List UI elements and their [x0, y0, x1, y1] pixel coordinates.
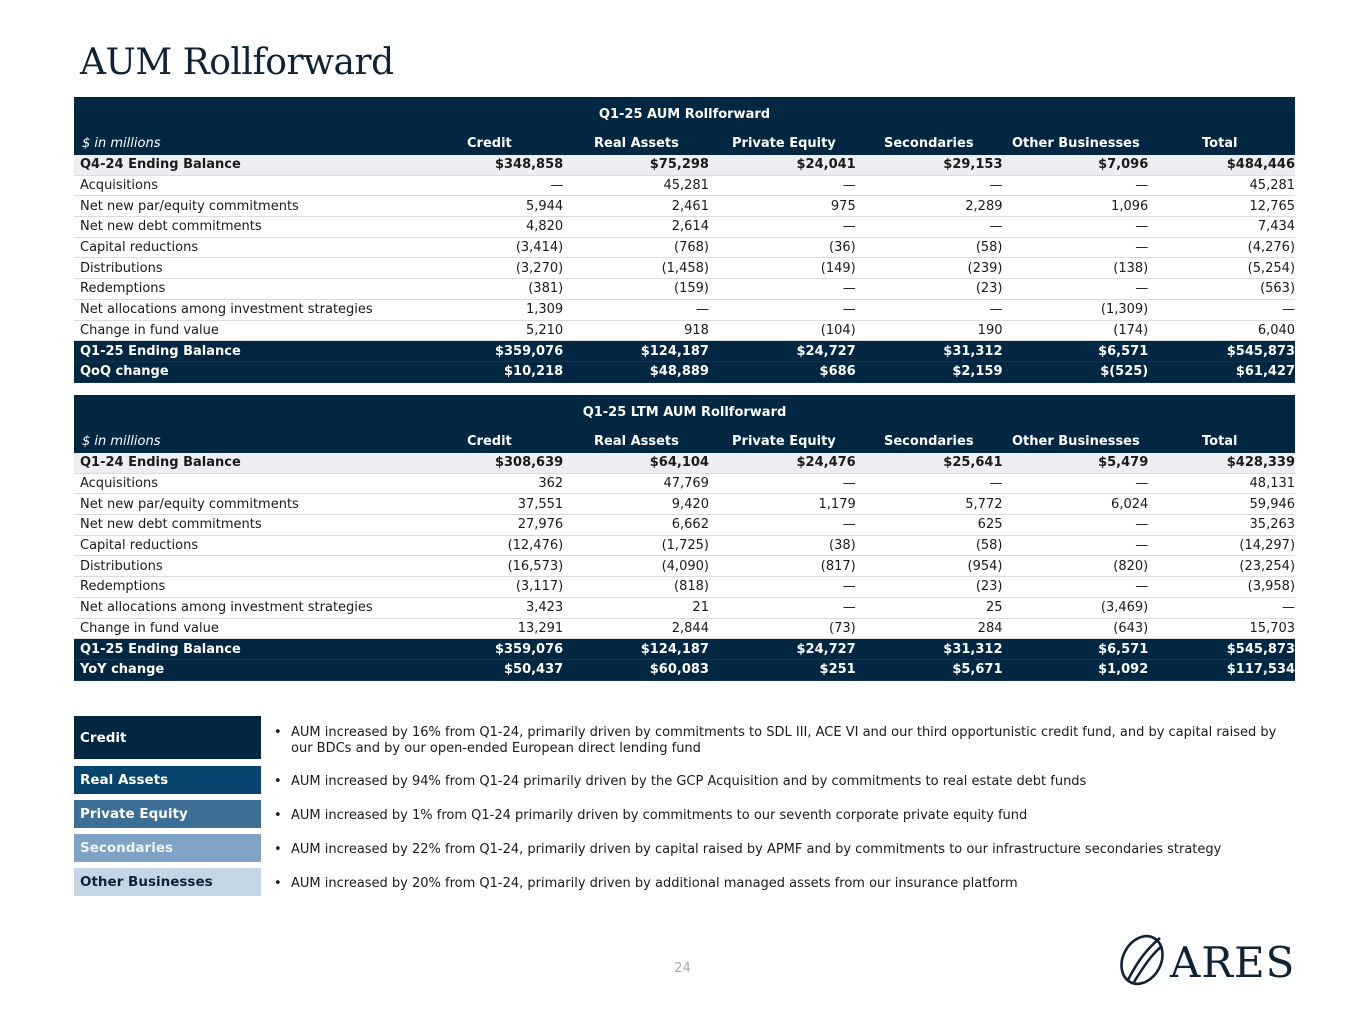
cell-other-businesses: —	[1135, 476, 1149, 492]
cell-secondaries: (58)	[975, 538, 1003, 554]
cell-total: $545,873	[1226, 641, 1296, 657]
table-row	[74, 321, 1295, 342]
cell-private-equity: $251	[819, 662, 856, 678]
row-label: Q1-25 Ending Balance	[80, 343, 241, 359]
cell-secondaries: $2,159	[952, 364, 1003, 380]
row-label: Capital reductions	[80, 538, 199, 554]
cell-secondaries: —	[989, 178, 1003, 194]
cell-private-equity: —	[842, 281, 856, 297]
cell-credit: 5,944	[525, 198, 564, 214]
cell-real-assets: $48,889	[649, 364, 709, 380]
row-label: Change in fund value	[80, 322, 219, 338]
table-row	[74, 196, 1295, 217]
cell-secondaries: —	[989, 302, 1003, 318]
cell-credit: (3,414)	[515, 240, 564, 256]
cell-credit: $50,437	[503, 662, 564, 678]
cell-total: $428,339	[1226, 455, 1296, 471]
cell-other-businesses: —	[1135, 579, 1149, 595]
cell-credit: 13,291	[517, 620, 564, 636]
cell-total: 35,263	[1249, 517, 1296, 533]
page-number: 24	[674, 961, 691, 976]
segment-bullet-other-businesses	[274, 876, 1292, 892]
table-title: Q1-25 LTM AUM Rollforward	[582, 405, 787, 420]
table-row	[74, 577, 1295, 598]
cell-secondaries: 284	[977, 620, 1003, 636]
cell-real-assets: 47,769	[663, 476, 709, 492]
cell-other-businesses: (820)	[1113, 558, 1149, 574]
row-label: Net new par/equity commitments	[80, 198, 299, 214]
cell-secondaries: $29,153	[943, 157, 1003, 173]
row-label: Distributions	[80, 558, 163, 574]
cell-real-assets: (159)	[674, 281, 709, 297]
cell-real-assets: 45,281	[663, 178, 709, 194]
cell-total: 48,131	[1249, 476, 1296, 492]
table-row	[74, 238, 1295, 259]
cell-real-assets: 2,461	[671, 198, 709, 214]
cell-other-businesses: $(525)	[1100, 364, 1149, 380]
row-label: YoY change	[80, 662, 165, 678]
col-header-secondaries: Secondaries	[884, 434, 974, 449]
cell-other-businesses: (174)	[1113, 322, 1149, 338]
cell-total: $484,446	[1226, 157, 1296, 173]
cell-total: (4,276)	[1247, 240, 1296, 256]
cell-real-assets: (1,725)	[661, 538, 709, 554]
cell-secondaries: (23)	[975, 281, 1003, 297]
cell-secondaries: (58)	[975, 240, 1003, 256]
cell-credit: (3,117)	[515, 579, 564, 595]
q1-25-ltm-aum-rollforward-table	[74, 395, 1295, 681]
table-row	[74, 660, 1295, 681]
cell-other-businesses: —	[1135, 538, 1149, 554]
cell-secondaries: 25	[985, 600, 1003, 616]
cell-private-equity: —	[842, 600, 856, 616]
cell-private-equity: $686	[819, 364, 856, 380]
table-row	[74, 300, 1295, 321]
row-label: Net allocations among investment strategies	[80, 600, 373, 616]
cell-credit: $10,218	[503, 364, 564, 380]
cell-secondaries: $31,312	[943, 641, 1003, 657]
row-label: Acquisitions	[80, 476, 158, 492]
cell-secondaries: 5,772	[965, 496, 1003, 512]
row-label: Net new debt commitments	[80, 517, 262, 533]
cell-private-equity: (149)	[820, 260, 856, 276]
cell-real-assets: $75,298	[649, 157, 709, 173]
cell-other-businesses: $5,479	[1098, 455, 1149, 471]
bullet-icon: •	[274, 774, 282, 789]
col-header-private-equity: Private Equity	[732, 136, 836, 151]
table-body	[74, 155, 1295, 383]
cell-private-equity: $24,041	[796, 157, 856, 173]
cell-other-businesses: —	[1135, 219, 1149, 235]
cell-real-assets: $60,083	[649, 662, 709, 678]
unit-label: $ in millions	[82, 136, 161, 151]
cell-private-equity: 1,179	[818, 496, 856, 512]
row-label: Q1-24 Ending Balance	[80, 455, 241, 471]
segment-label-credit: Credit	[74, 716, 261, 759]
col-header-other-businesses: Other Businesses	[1012, 434, 1140, 449]
table-body	[74, 453, 1295, 681]
cell-real-assets: 2,844	[671, 620, 709, 636]
table-row	[74, 362, 1295, 383]
cell-private-equity: —	[842, 178, 856, 194]
col-header-total: Total	[1202, 136, 1238, 151]
cell-other-businesses: 6,024	[1111, 496, 1149, 512]
segment-bullet-private-equity	[274, 808, 1292, 824]
cell-real-assets: (818)	[674, 579, 709, 595]
cell-other-businesses: $6,571	[1098, 641, 1149, 657]
bullet-text: AUM increased by 94% from Q1-24 primarily driven by the GCP Acquisition and by commitments to real estate debt funds	[291, 774, 1087, 789]
cell-secondaries: $25,641	[943, 455, 1003, 471]
cell-real-assets: (1,458)	[661, 260, 709, 276]
segment-bullet-secondaries	[274, 842, 1292, 858]
col-header-total: Total	[1202, 434, 1238, 449]
bullet-icon: •	[274, 876, 282, 891]
row-label: Redemptions	[80, 579, 166, 595]
cell-total: $61,427	[1235, 364, 1296, 380]
bullet-icon: •	[274, 842, 282, 857]
table-row	[74, 155, 1295, 176]
bullet-text: AUM increased by 16% from Q1-24, primarily driven by commitments to SDL III, ACE VI and our third opportunistic credit fund, and by capital raised by our BDCs and by our open-ended European direct lending fund	[291, 725, 1277, 756]
table-row	[74, 639, 1295, 660]
row-label: Redemptions	[80, 281, 166, 297]
row-label: Q1-25 Ending Balance	[80, 641, 241, 657]
cell-total: (23,254)	[1239, 558, 1296, 574]
cell-secondaries: (954)	[967, 558, 1003, 574]
table-row	[74, 474, 1295, 495]
col-header-other-businesses: Other Businesses	[1012, 136, 1140, 151]
cell-credit: $348,858	[494, 157, 564, 173]
row-label: Distributions	[80, 260, 163, 276]
cell-credit: 4,820	[525, 219, 564, 235]
row-label: Net new par/equity commitments	[80, 496, 299, 512]
cell-real-assets: $124,187	[640, 641, 709, 657]
row-label: QoQ change	[80, 364, 169, 380]
table-row	[74, 217, 1295, 238]
col-header-credit: Credit	[467, 136, 512, 151]
table-title: Q1-25 AUM Rollforward	[598, 107, 771, 122]
cell-private-equity: —	[842, 302, 856, 318]
cell-secondaries: 2,289	[965, 198, 1003, 214]
cell-total: 15,703	[1249, 620, 1296, 636]
cell-other-businesses: (1,309)	[1100, 302, 1149, 318]
cell-total: 59,946	[1249, 496, 1296, 512]
cell-other-businesses: (138)	[1113, 260, 1149, 276]
row-label: Acquisitions	[80, 178, 158, 194]
cell-credit: 3,423	[525, 600, 564, 616]
cell-private-equity: (817)	[820, 558, 856, 574]
cell-credit: 1,309	[525, 302, 564, 318]
cell-credit: (12,476)	[507, 538, 564, 554]
row-label: Q4-24 Ending Balance	[80, 157, 241, 173]
segment-label-secondaries: Secondaries	[74, 834, 261, 862]
cell-private-equity: 975	[830, 198, 856, 214]
cell-credit: 37,551	[517, 496, 564, 512]
cell-private-equity: $24,727	[796, 343, 856, 359]
cell-secondaries: —	[989, 219, 1003, 235]
cell-private-equity: —	[842, 219, 856, 235]
cell-private-equity: —	[842, 579, 856, 595]
cell-other-businesses: —	[1135, 517, 1149, 533]
cell-private-equity: (38)	[829, 538, 856, 554]
cell-real-assets: $64,104	[649, 455, 709, 471]
segment-label-other-businesses: Other Businesses	[74, 868, 261, 896]
cell-private-equity: $24,727	[796, 641, 856, 657]
row-label: Change in fund value	[80, 620, 219, 636]
table-row	[74, 341, 1295, 362]
table-row	[74, 598, 1295, 619]
cell-secondaries: $5,671	[952, 662, 1003, 678]
cell-real-assets: 9,420	[671, 496, 709, 512]
cell-private-equity: $24,476	[796, 455, 856, 471]
cell-real-assets: 6,662	[671, 517, 709, 533]
cell-real-assets: (768)	[674, 240, 709, 256]
q1-25-aum-rollforward-table	[74, 97, 1295, 383]
cell-real-assets: $124,187	[640, 343, 709, 359]
cell-credit: 5,210	[525, 322, 564, 338]
cell-real-assets: 2,614	[671, 219, 709, 235]
cell-other-businesses: —	[1135, 178, 1149, 194]
cell-real-assets: —	[695, 302, 709, 318]
col-header-secondaries: Secondaries	[884, 136, 974, 151]
table-row	[74, 258, 1295, 279]
cell-credit: 27,976	[517, 517, 564, 533]
cell-credit: —	[550, 178, 564, 194]
cell-real-assets: 918	[684, 322, 709, 338]
cell-real-assets: 21	[692, 600, 709, 616]
table-row	[74, 556, 1295, 577]
cell-credit: 362	[538, 476, 564, 492]
cell-other-businesses: $6,571	[1098, 343, 1149, 359]
cell-other-businesses: $7,096	[1098, 157, 1149, 173]
cell-total: 45,281	[1249, 178, 1296, 194]
cell-other-businesses: —	[1135, 240, 1149, 256]
cell-total: —	[1282, 302, 1296, 318]
cell-credit: $359,076	[494, 343, 564, 359]
col-header-real-assets: Real Assets	[594, 434, 679, 449]
cell-total: (3,958)	[1247, 579, 1296, 595]
cell-secondaries: (239)	[967, 260, 1003, 276]
bullet-text: AUM increased by 1% from Q1-24 primarily driven by commitments to our seventh corporate private equity fund	[291, 808, 1028, 823]
cell-private-equity: (36)	[829, 240, 856, 256]
table-row	[74, 515, 1295, 536]
segment-label-real-assets: Real Assets	[74, 766, 261, 794]
cell-private-equity: —	[842, 476, 856, 492]
bullet-text: AUM increased by 22% from Q1-24, primarily driven by capital raised by APMF and by commitments to our infrastructure secondaries strategy	[291, 842, 1222, 857]
cell-secondaries: 625	[977, 517, 1003, 533]
table-row	[74, 494, 1295, 515]
cell-credit: $308,639	[494, 455, 564, 471]
segment-bullet-real-assets	[274, 774, 1292, 790]
bullet-icon: •	[274, 808, 282, 823]
cell-credit: $359,076	[494, 641, 564, 657]
cell-other-businesses: (3,469)	[1100, 600, 1149, 616]
unit-label: $ in millions	[82, 434, 161, 449]
table-header	[74, 97, 1295, 155]
column-headers	[74, 132, 1295, 155]
cell-secondaries: 190	[977, 322, 1003, 338]
cell-private-equity: —	[842, 517, 856, 533]
cell-total: (14,297)	[1239, 538, 1296, 554]
cell-total: 6,040	[1257, 322, 1296, 338]
cell-total: 12,765	[1249, 198, 1296, 214]
page-title: AUM Rollforward	[80, 42, 394, 83]
cell-credit: (16,573)	[507, 558, 564, 574]
col-header-credit: Credit	[467, 434, 512, 449]
cell-real-assets: (4,090)	[661, 558, 709, 574]
cell-other-businesses: (643)	[1113, 620, 1149, 636]
table-row	[74, 279, 1295, 300]
cell-other-businesses: $1,092	[1098, 662, 1149, 678]
cell-private-equity: (73)	[829, 620, 856, 636]
table-row	[74, 536, 1295, 557]
segment-bullet-credit	[274, 725, 1292, 757]
table-header	[74, 395, 1295, 453]
cell-total: (563)	[1260, 281, 1296, 297]
row-label: Net allocations among investment strategies	[80, 302, 373, 318]
bullet-icon: •	[274, 725, 282, 740]
cell-credit: (381)	[528, 281, 564, 297]
column-headers	[74, 430, 1295, 453]
row-label: Capital reductions	[80, 240, 199, 256]
cell-total: —	[1282, 600, 1296, 616]
bullet-text: AUM increased by 20% from Q1-24, primarily driven by additional managed assets from our insurance platform	[291, 876, 1018, 891]
segment-label-private-equity: Private Equity	[74, 800, 261, 828]
col-header-real-assets: Real Assets	[594, 136, 679, 151]
cell-total: (5,254)	[1247, 260, 1296, 276]
table-row	[74, 176, 1295, 197]
row-label: Net new debt commitments	[80, 219, 262, 235]
cell-secondaries: $31,312	[943, 343, 1003, 359]
cell-total: $117,534	[1226, 662, 1296, 678]
table-row	[74, 619, 1295, 640]
cell-secondaries: (23)	[975, 579, 1003, 595]
cell-other-businesses: —	[1135, 281, 1149, 297]
col-header-private-equity: Private Equity	[732, 434, 836, 449]
cell-secondaries: —	[989, 476, 1003, 492]
cell-total: $545,873	[1226, 343, 1296, 359]
table-row	[74, 453, 1295, 474]
cell-private-equity: (104)	[820, 322, 856, 338]
cell-other-businesses: 1,096	[1111, 198, 1149, 214]
cell-credit: (3,270)	[515, 260, 564, 276]
cell-total: 7,434	[1257, 219, 1296, 235]
company-logo: ARES	[1170, 938, 1296, 987]
